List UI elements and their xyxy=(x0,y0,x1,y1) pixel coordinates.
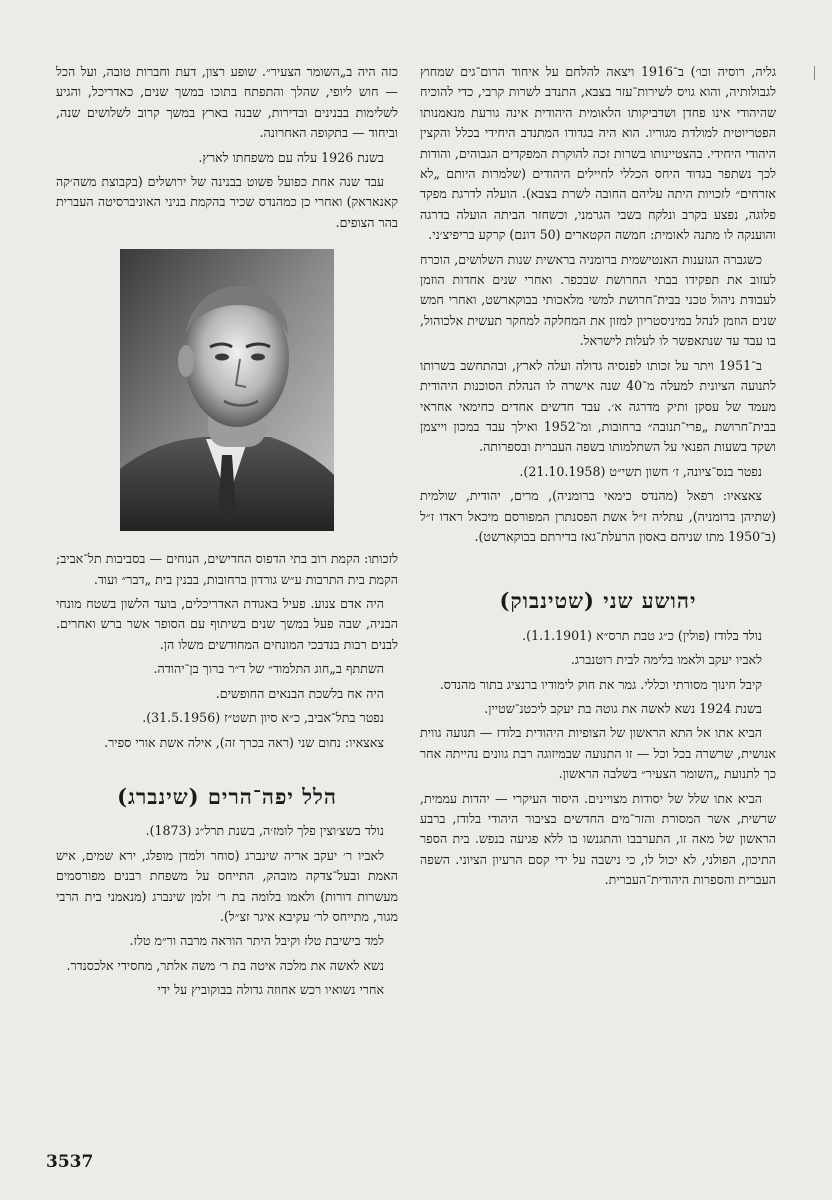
left-column xyxy=(56,62,398,1005)
right-column xyxy=(420,62,776,895)
shani-paragraph-5: הביא אתו אל התא הראשון של הצופיות היהודית בלודז — תנועה גווית אנושית, שרשרה בכל וכל — זו התנועה שבמיזוגה רבת גוונים נהייתה אחר כך לתנועת „השומר הצעיר״ בשלבה הראשון. xyxy=(420,725,776,782)
left-paragraph-1: כזה היה ב„השומר הצעיר״. שופע רצון, דעת וחברות טובה, ועל הכל — חוש ליופי, שהלך והתפתח בתוכו במשך שנים, כאדריכל, והגיע לשלימות בבנינים ובדירות, שבנה בארץ במשך קרוב לשלושים שנה, וביחוד — בתקופה האחרונה. xyxy=(56,64,398,141)
left-paragraph-masons: היה אח בלשכת הבנאים החופשים. xyxy=(215,685,384,701)
right-paragraph-2: כשגברה הגזענות האנטישמית ברומניה בראשית שנות השלושים, הוכרח לעזוב את תפקידו בבתי החרושת שבכפר. ואחרי שנים אחדות הוזמן לעבודת ניהול טכני בבית־חרושת למשי מלאכותי בבוקארשט, ואחרי חמש שנים הוזמן לנהל במיניסטריון למזון את המחלקה למחקר תעשית אלכוהול, בו עבד עד שנתאפשר לו לעלות לישראל. xyxy=(420,251,776,349)
section-title-yehoshua-shani: יהושע שני (שטינבוק) xyxy=(499,588,697,614)
left-paragraph-3: עבד שנה אחת כפועל פשוט בבנינה של ירושלים (בקבוצת משה׳קה קאנאראק) ואחרי כן כמהנדס שכיר בהקמת בניני האוניברסיטה העברית בהר הצופים. xyxy=(56,174,398,230)
shani-paragraph-2: לאביו יעקב ולאמו בלימה לבית רוטנברג. xyxy=(570,652,762,668)
shani-paragraph-1: נולד בלודז (פולין) כ״ג טבת תרס״א (1.1.1901). xyxy=(522,627,762,643)
left-paragraph-2: בשנת 1926 עלה עם משפחתו לארץ. xyxy=(198,149,384,165)
shani-paragraph-3: קיבל חינוך מסורתי וכללי. גמר את חוק לימודיו ברנציג בתור מהנדס. xyxy=(439,676,762,692)
hillel-paragraph-2: לאביו ר׳ יעקב אריה שינברג (סוחר ולמדן מופלג, ירא שמים, איש האמת ובעל־צדקה מובהק, התייחס על משפחת רבנים מפורסמים מעשרות דורות) ולאמו בלומה בת ר׳ זלמן שינברג (מנאמני בית הרבי מגור, מתייחס לר׳ עקיבא איגר זצ״ל). xyxy=(56,847,398,924)
left-paragraph-credits: לזכותו: הקמת רוב בתי הדפוס החדישים, הנוחים — בסביבות תל־אביב; הקמת בית התרבות ע״ש גורדון ברחובות, בבנין בית „דבר״ ועוד. xyxy=(56,551,398,587)
section-title-hillel-yafe-harim: הלל יפה־הרים (שינברג) xyxy=(117,783,337,809)
left-paragraph-descendants: צאצאיו: נחום שני (ראה בכרך זה), אילה אשת אורי ספיר. xyxy=(104,734,384,750)
portrait-photo xyxy=(120,249,334,531)
hillel-paragraph-1: נולד בשצ׳וצין פלך לומז׳ה, בשנת תרל״ג (1873). xyxy=(145,823,384,839)
right-paragraph-1: גליה, רוסיה וכו׳) ב־1916 ויצאה להלחם על איחוד הרום־גים שמחוץ לגבולותיה, והוא גויס לשירות־עזר בצבא, התנדב לשרות קרבי, כדי להוכיח שהיהודי אינו פחדן ושדביקותו הלאומית היהודית אינה גורעת מנאמנותו הפטריוטית למולדת מגוריו. הוא היה בגדודו המתנדב היחידי בכלל והקצין היהודי היחידי. בהצטיינותו בשרות זכה להוקרת המפקדים הגבוהים, והודות לכך נשתפר בגדוד היחס הכללי לחיילים היהודים (שלמרות היותם „לא אזרחים״ לזכויות היתה עליהם החובה לשרת בצבא). הועלה לדרגת מפקד פלוגה, נפצע בקרב ונלקח בשבי הגרמני, וכשחזר הביתה הועלה בדרגה והוענקה לו מתנה לאומית: חמשה הקטארים (50 דונם) קרקע בריפיצ׳ני. xyxy=(420,64,776,243)
shani-paragraph-4: בשנת 1924 נשא לאשה את גוטה בת יעקב ליכטנ־שטיין. xyxy=(484,700,762,716)
portrait-image xyxy=(120,249,334,531)
right-paragraph-3: ב־1951 ויתר על זכותו לפנסיה גדולה ועלה לארץ, ובהתחשב בשרותו לתנועה הציונית למעלה מ־40 שנה אישרה לו הנהלת הסוכנות היהודית מעמד של עסקן ותיק מדרגה א׳. עבד חדשים אחדים כחימאי אחראי בבית־חרושת „פרי־תנובה״ ברחובות, ומ־1952 ואילך עבד במכון וייצמן ושקד בשעות הפנאי על השתלמותו בשפה העברית ובספרותה. xyxy=(420,357,776,455)
right-paragraph-4: נפטר בנס־ציונה, ז׳ חשון תשי״ט (21.10.1958). xyxy=(519,463,762,479)
hillel-paragraph-3: למד בישיבת טלז וקיבל היתר הוראה מרבה ור״מ טלז. xyxy=(129,933,384,949)
left-paragraph-died: נפטר בתל־אביב, כ״א סיון תשט״ז (31.5.1956). xyxy=(142,710,384,726)
right-paragraph-5: צאצאיו: רפאל (מהנדס כימאי ברומניה), מרים, יהודית, שולמית (שתיהן ברומניה), עתליה ז״ל אשת הפסנתרן המפורסם מיכאל ראדו ז״ל (ב־1950 מתו שניהם באסון הרעלת־גאז בדירתם בבוקארשט). xyxy=(420,488,776,544)
shani-paragraph-6: הביא אתו שלל של יסודות מצויינים. היסוד העיקרי — יהדות עממית, שרשית, אשר המסורת והזר־מים החדשים בציבור היהודי בלודז, ברבע הראשון של מאה זו, התערבבו והתגנשו בו ללא פגיעה בנפש. בית הספר התיכון, הפולני, לא יכול לו, כי נישבה על ידי קסם הרעיון הציוני. השפה העברית והספרות היהודית־העברית. xyxy=(420,790,776,888)
left-paragraph-talmud: השתתף ב„חוג התלמוד״ של ד״ר ברוך בן־יהודה. xyxy=(153,661,384,677)
left-paragraph-modest: היה אדם צנוע. פעיל באגודת האדריכלים, בועד הלשון בשטח מונחי הבניה, שבה פעל במשך שנים בשיתוף עם הסופר אשר ברש ואחרים. לבנים רבות בנדבכי המונחים המחודשים משלו הן. xyxy=(56,596,398,652)
hillel-paragraph-4: נשא לאשה את מלכה איטה בת ר׳ משה אלתר, מחסידי אלכסנדר. xyxy=(66,957,384,973)
hillel-paragraph-5: אחרי נשואיו רכש אחוזה גדולה בבוקוביץ על ידי xyxy=(157,982,384,998)
page-number: 3537 xyxy=(46,1152,94,1172)
page-edge-mark xyxy=(814,66,821,80)
